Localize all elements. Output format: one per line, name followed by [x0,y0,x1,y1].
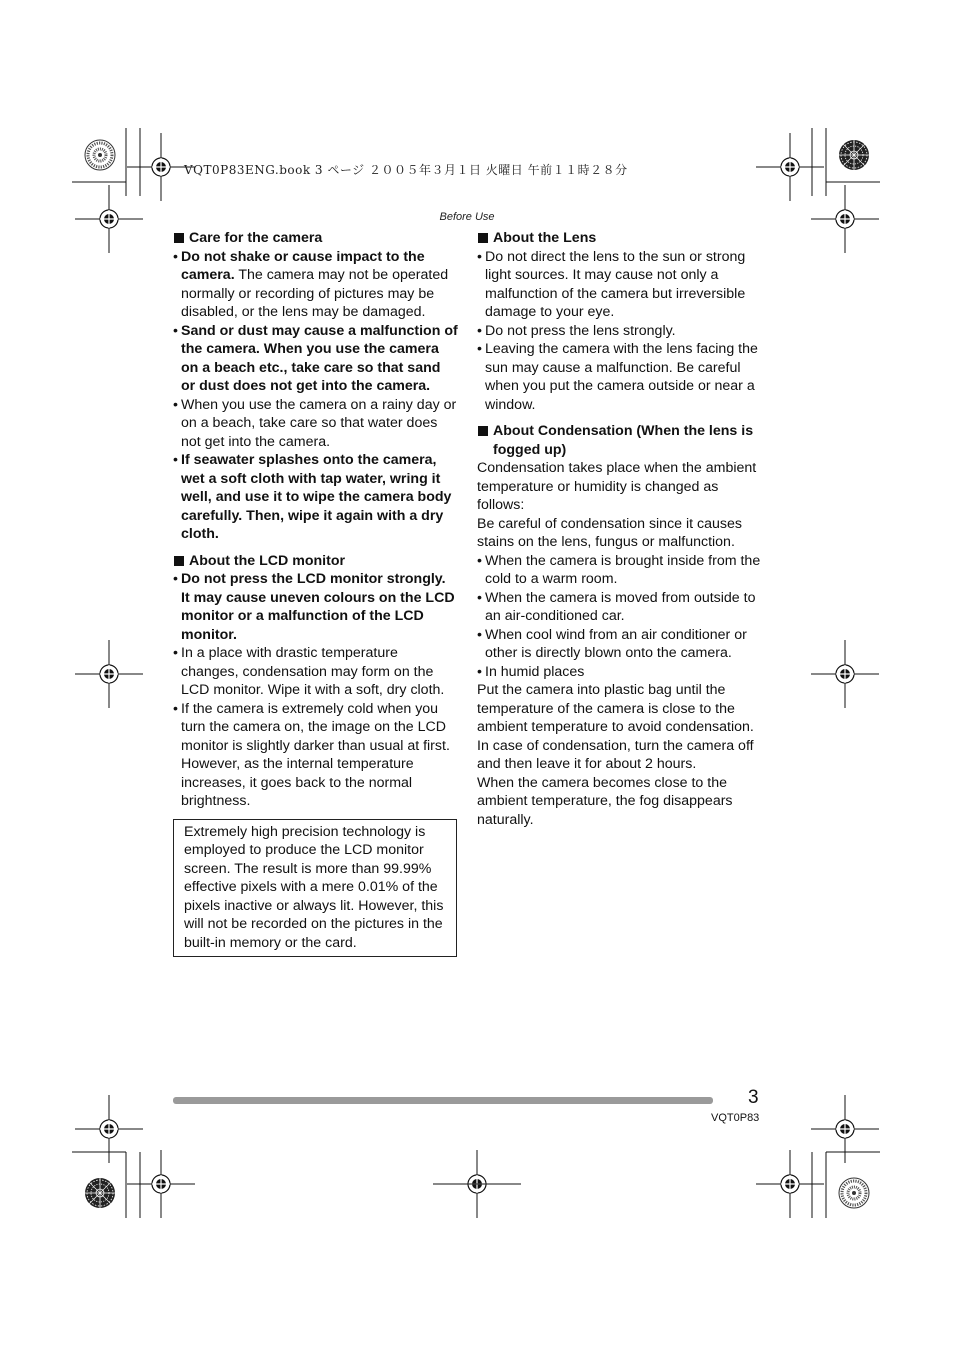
lcd-list [173,570,458,811]
square-bullet-icon [174,233,184,243]
registration-mark-icon [756,133,824,201]
list-item: • If the camera is extremely cold when you turn the camera on, the image on the LCD monitor is slightly darker than usual at first. However, as the internal temperature increases, it goes back to the normal brightness. [173,700,458,811]
footer-rule [173,1097,713,1104]
registration-mark-icon [75,1095,143,1163]
list-item: • If seawater splashes onto the camera, wet a soft cloth with tap water, wring it well, and use it to wipe the camera body carefully. Then, wipe it again with a dry cloth. [173,451,458,544]
registration-mark-icon [756,1150,824,1218]
care-heading: Care for the camera [173,229,458,248]
condensation-paragraph: Be careful of condensation since it causes stains on the lens, fungus or malfunction. [477,515,742,550]
lcd-heading: About the LCD monitor [173,552,458,571]
left-column [173,229,458,957]
list-item: • Do not press the lens strongly. [477,322,761,341]
list-item: • When the camera is brought inside from the cold to a warm room. [477,552,761,589]
list-item: • Leaving the camera with the lens facing the sun may cause a malfunction. Be careful when you put the camera outside or near a window. [477,340,761,414]
lcd-note-box [173,819,457,958]
list-item: • Do not shake or cause impact to the camera. The camera may not be operated normally or recording of pictures may be disabled, or the lens may be damaged. [173,248,458,322]
print-slug-line: VQT0P83ENG.book 3 ページ ２００５年３月１日 火曜日 午前１１時２８分 [184,163,628,177]
color-target-icon [85,1178,115,1208]
color-target-icon [85,140,115,170]
page-number: 3 [748,1087,759,1108]
lcd-note-text: Extremely high precision technology is employed to produce the LCD monitor screen. The result is more than 99.99% effective pixels with a mere 0.01% of the pixels inactive or always lit. However, this will not be recorded on the pictures in the built-in memory or the card. [184,823,444,951]
registration-mark-icon [75,640,143,708]
condensation-paragraph: Put the camera into plastic bag until the temperature of the camera is close to the ambient temperature to avoid condensation. In case of condensation, turn the camera off and then leave it for about 2 hours. [477,682,754,772]
list-item: • When you use the camera on a rainy day or on a beach, take care so that water does not get into the camera. [173,396,458,452]
list-item: • When cool wind from an air conditioner or other is directly blown onto the camera. [477,626,761,663]
registration-mark-icon [811,1095,879,1163]
list-item: • Do not press the LCD monitor strongly. It may cause uneven colours on the LCD monitor or a malfunction of the LCD monitor. [173,570,458,644]
condensation-heading: About Condensation (When the lens is fogged up) [477,422,761,459]
right-column [477,229,761,829]
section-header: Before Use [439,211,495,223]
lens-heading: About the Lens [477,229,761,248]
list-item: • Do not direct the lens to the sun or strong light sources. It may cause not only a malfunction of the camera but irreversible damage to your eye. [477,248,761,322]
care-list [173,248,458,544]
square-bullet-icon [478,426,488,436]
lens-list [477,248,761,415]
color-target-icon [839,1178,869,1208]
list-item: • In a place with drastic temperature changes, condensation may form on the LCD monitor. Wipe it with a soft, dry cloth. [173,644,458,700]
list-item: • In humid places [477,663,761,682]
square-bullet-icon [478,233,488,243]
registration-mark-icon [811,640,879,708]
model-code: VQT0P83 [711,1112,760,1124]
list-item: • When the camera is moved from outside to an air-conditioned car. [477,589,761,626]
condensation-paragraph: When the camera becomes close to the ambient temperature, the fog disappears naturally. [477,774,733,828]
list-item: • Sand or dust may cause a malfunction of the camera. When you use the camera on a beach etc., take care so that sand or dust does not get into the camera. [173,322,458,396]
condensation-list [477,552,761,682]
condensation-paragraph: Condensation takes place when the ambient temperature or humidity is changed as follows: [477,460,757,513]
square-bullet-icon [174,556,184,566]
registration-mark-icon [127,1150,195,1218]
color-target-icon [839,140,869,170]
